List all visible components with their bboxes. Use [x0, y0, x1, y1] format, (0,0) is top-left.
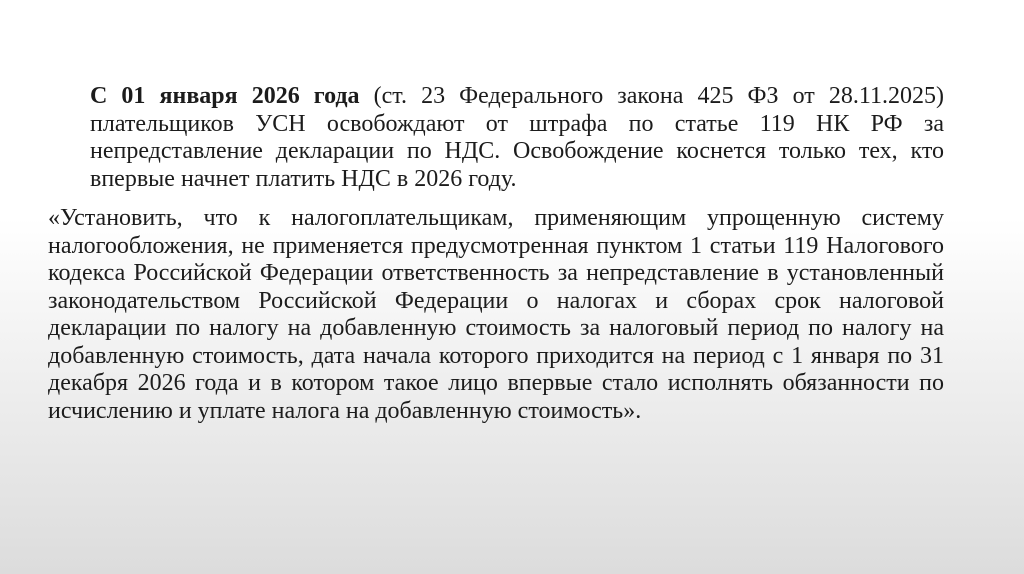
lead-body-text: (ст. 23 Федерального закона 425 ФЗ от 28.11.2025) плательщиков УСН освобождают от штрафа по статье 119 НК РФ за непредставление декларации по НДС. Освобождение коснется только тех, кто впервые начнет платить НДС в 2026 году. [90, 83, 944, 192]
law-quote-paragraph: «Установить, что к налогоплательщикам, применяющим упрощенную систему налогообложения, не применяется предусмотренная пунктом 1 статьи 119 Налогового кодекса Российской Федерации ответственность за непредставление в установленный законодательством Российской Федерации о налогах и сборах срок налоговой декларации по налогу на добавленную стоимость за налоговый период по налогу на добавленную стоимость, дата начала которого приходится на период с 1 января по 31 декабря 2026 года и в котором такое лицо впервые стало исполнять обязанности по исчислению и уплате налога на добавленную стоимость». [48, 205, 944, 424]
lead-paragraph [90, 83, 944, 193]
lead-bold-intro: С 01 января 2026 года [90, 83, 360, 109]
